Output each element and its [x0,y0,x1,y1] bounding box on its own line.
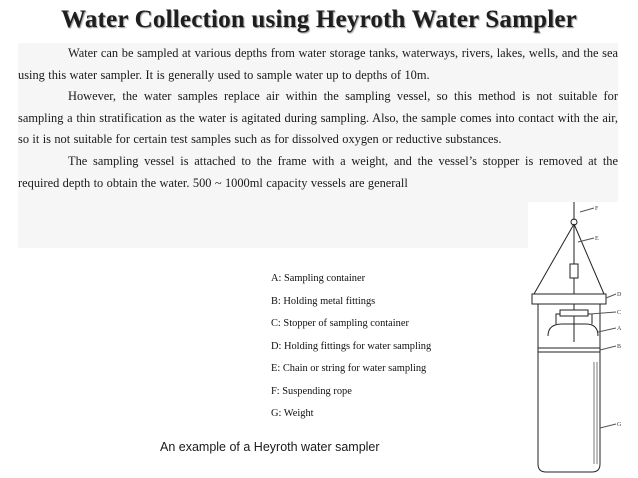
label-f: F [595,206,599,212]
container-shoulder [548,324,598,336]
legend-item-f: F: Suspending rope [271,385,352,397]
legend-item-d: D: Holding fittings for water sampling [271,340,432,352]
label-g: G [617,422,622,428]
label-b: B [617,344,622,350]
label-d: D [617,292,622,298]
leader-g [600,424,616,428]
legend-item-e: E: Chain or string for water sampling [271,363,427,374]
leader-a [598,328,616,332]
paragraph-procedure: The sampling vessel is attached to the frame with a weight, and the vessel’s stopper is removed at the required depth to obtain the water. 500 ~ 1000ml capacity vessels are generall [18,153,618,190]
leader-d [606,294,616,298]
leader-b [600,346,616,350]
heyroth-sampler-diagram [528,202,632,474]
leader-f [580,208,594,212]
weight-frame [538,304,600,472]
top-fitting [532,294,606,304]
legend-item-c: C: Stopper of sampling container [271,318,409,329]
label-e: E [595,236,599,242]
figure-caption: An example of a Heyroth water sampler [160,440,380,454]
string-clip [570,264,578,278]
parts-legend [271,272,431,430]
legend-item-a: A: Sampling container [271,273,366,284]
leader-c [590,312,616,314]
paragraph-limitations: However, the water samples replace air within the sampling vessel, so this method is not suitable for sampling a thin stratification as the water is agitated during sampling. Also, the sample comes into contact with the air, so it is not suitable for certain test samples such as for dissolved oxygen or reductive substances. [18,89,618,147]
legend-item-g: G: Weight [271,408,314,419]
label-c: C [617,310,622,316]
chain-left-line [534,224,574,294]
slide-title: Water Collection using Heyroth Water Sampler [61,6,577,33]
legend-item-b: B: Holding metal fittings [271,295,376,307]
label-a: A [617,326,622,332]
paragraph-intro: Water can be sampled at various depths from water storage tanks, waterways, rivers, lakes, wells, and the sea using this water sampler. It is generally used to sample water up to depths of 10m. [18,46,618,82]
sampler-drawing [528,202,632,474]
chain-right-line [574,224,604,294]
container-stopper [560,310,588,316]
